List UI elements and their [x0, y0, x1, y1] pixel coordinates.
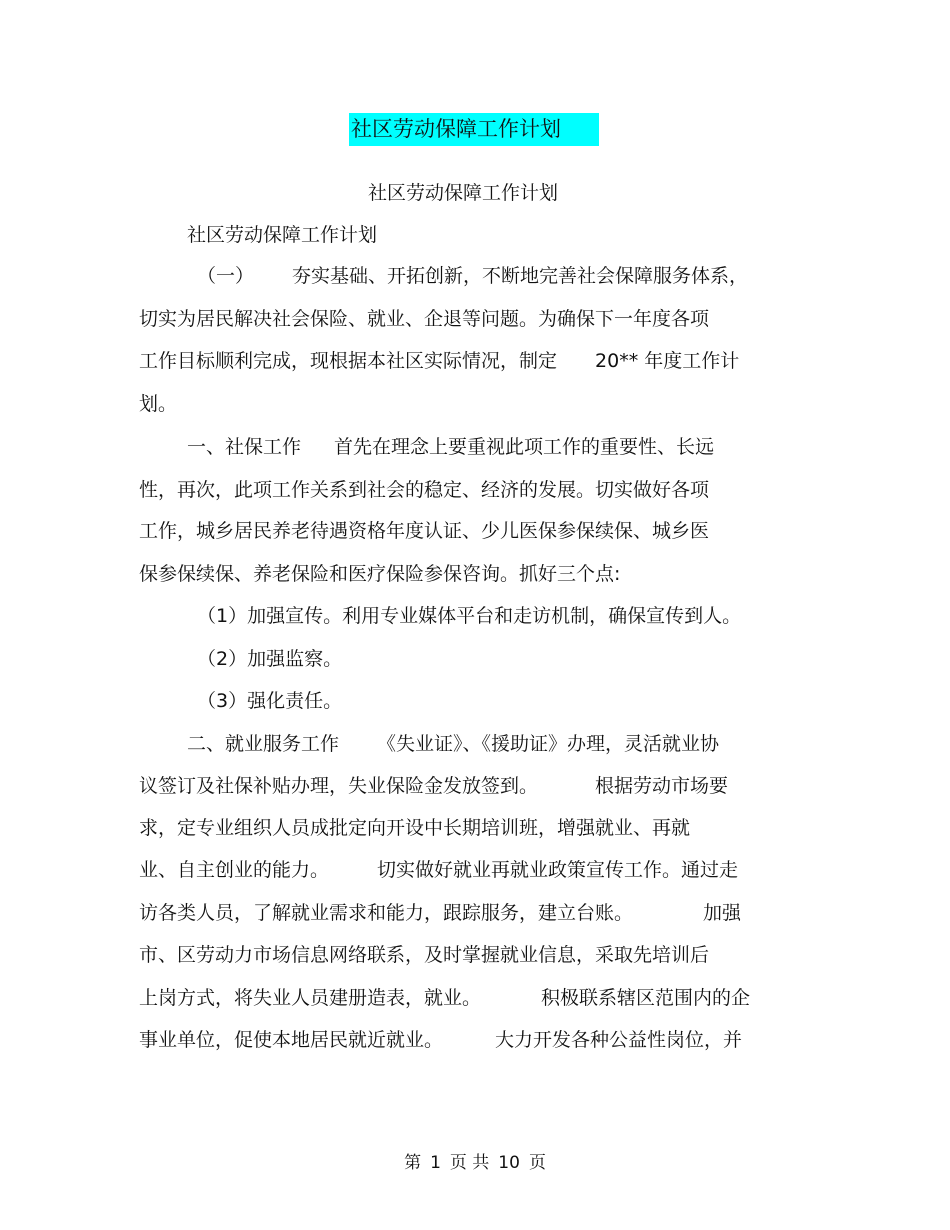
section-heading: 社区劳动保障工作计划	[187, 224, 378, 246]
paragraph-line: 性，再次，此项工作关系到社会的稳定、经济的发展。切实做好各项	[139, 479, 710, 501]
paragraph-text: 访各类人员，了解就业需求和能力，跟踪服务，建立台账。	[139, 902, 634, 924]
paragraph-text: 加强	[703, 902, 742, 924]
paragraph-line	[187, 433, 714, 461]
paragraph-text: 事业单位，促使本地居民就近就业。	[139, 1029, 444, 1051]
section-label: 一、社保工作	[187, 436, 302, 458]
list-item: （3）强化责任。	[197, 690, 343, 712]
paragraph-line	[139, 856, 738, 884]
paragraph-line: 划。	[139, 393, 178, 415]
paragraph-line	[187, 730, 719, 758]
paragraph-text: 业、自主创业的能力。	[139, 859, 330, 881]
paragraph-line: 求，定专业组织人员成批定向开设中长期培训班，增强就业、再就	[139, 817, 691, 839]
paragraph-line	[139, 899, 741, 927]
paragraph-text: 议签订及社保补贴办理，失业保险金发放签到。	[139, 775, 539, 797]
footer-total-pages: 10	[498, 1153, 520, 1173]
paragraph-line: 工作，城乡居民养老待遇资格年度认证、少儿医保参保续保、城乡医	[139, 520, 710, 542]
paragraph-line	[139, 347, 739, 375]
footer-suffix: 页	[528, 1153, 546, 1173]
paragraph-text: 夯实基础、开拓创新，不断地完善社会保障服务体系，	[292, 265, 749, 287]
paragraph-line	[139, 984, 750, 1012]
paragraph-text: 根据劳动市场要	[595, 775, 729, 797]
paragraph-line: 市、区劳动力市场信息网络联系，及时掌握就业信息，采取先培训后	[139, 944, 710, 966]
paragraph-text: 切实做好就业再就业政策宣传工作。通过走	[377, 859, 739, 881]
page-footer	[0, 1150, 950, 1176]
paragraph-text: 工作目标顺利完成，现根据本社区实际情况，制定	[139, 350, 558, 372]
paragraph-text: 20** 年度工作计	[595, 350, 740, 372]
document-title: 社区劳动保障工作计划	[349, 113, 599, 146]
paragraph-text: 上岗方式，将失业人员建册造表，就业。	[139, 987, 482, 1009]
footer-mid: 页 共	[449, 1153, 490, 1173]
list-item: （1）加强宣传。利用专业媒体平台和走访机制，确保宣传到人。	[197, 605, 742, 627]
paragraph-text: 大力开发各种公益性岗位，并	[495, 1029, 743, 1051]
footer-prefix: 第	[404, 1153, 422, 1173]
paragraph-line	[139, 1026, 742, 1054]
paragraph-text: 《失业证》、《援助证》办理，灵活就业协	[377, 733, 720, 755]
list-item: （2）加强监察。	[197, 648, 343, 670]
paragraph-text: 积极联系辖区范围内的企	[541, 987, 751, 1009]
paragraph-text: 首先在理念上要重视此项工作的重要性、长远	[334, 436, 715, 458]
paragraph-line	[139, 772, 728, 800]
section-label: 二、就业服务工作	[187, 733, 340, 755]
document-subtitle: 社区劳动保障工作计划	[368, 182, 559, 204]
paragraph-label: （一）	[197, 265, 255, 287]
paragraph-line: 切实为居民解决社会保险、就业、企退等问题。为确保下一年度各项	[139, 308, 710, 330]
paragraph-line: 保参保续保、养老保险和医疗保险参保咨询。抓好三个点:	[139, 563, 621, 585]
paragraph-line	[197, 262, 748, 290]
footer-page-number: 1	[430, 1153, 441, 1173]
